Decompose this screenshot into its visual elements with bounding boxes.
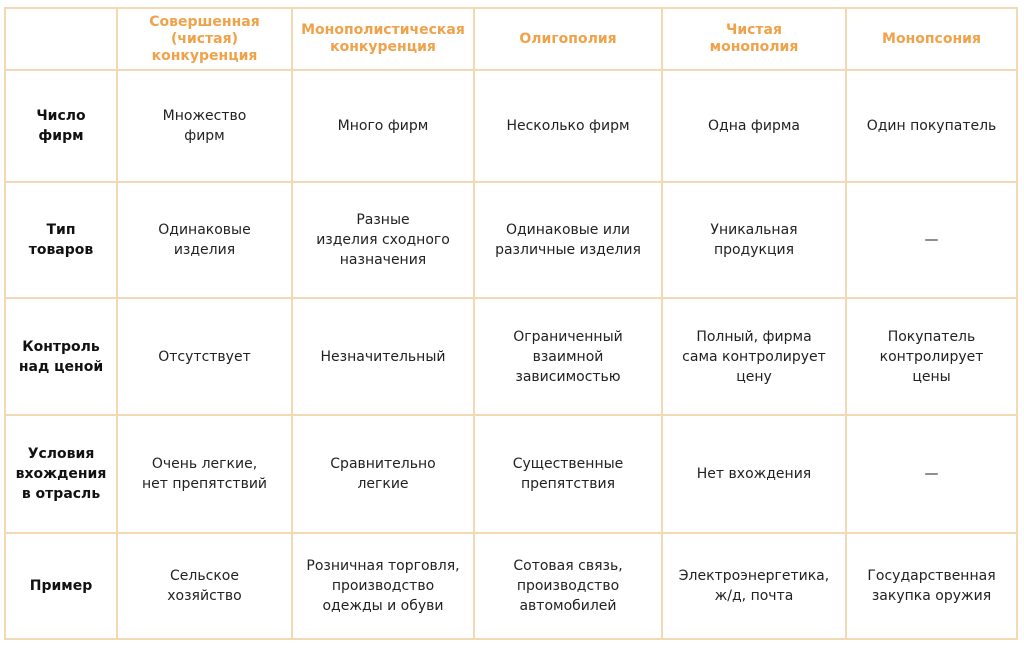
table-cell: — — [846, 415, 1017, 533]
table-cell: Сотовая связь, производство автомобилей — [474, 533, 662, 639]
table-cell: Незначительный — [292, 298, 474, 415]
table-cell: Отсутствует — [117, 298, 292, 415]
row-header: Контроль над ценой — [5, 298, 117, 415]
table-cell: Множество фирм — [117, 70, 292, 182]
table-cell: Разные изделия сходного назначения — [292, 182, 474, 298]
table-cell: Одинаковые или различные изделия — [474, 182, 662, 298]
table-row — [5, 298, 1017, 415]
table-cell: Государственная закупка оружия — [846, 533, 1017, 639]
market-structures-table — [4, 7, 1018, 640]
row-header: Тип товаров — [5, 182, 117, 298]
table-cell: — — [846, 182, 1017, 298]
table-cell: Сельское хозяйство — [117, 533, 292, 639]
table-cell: Ограниченный взаимной зависимостью — [474, 298, 662, 415]
table-cell: Одна фирма — [662, 70, 846, 182]
table-cell: Один покупатель — [846, 70, 1017, 182]
table-cell: Электроэнергетика, ж/д, почта — [662, 533, 846, 639]
column-header: Совершенная (чистая) конкуренция — [117, 8, 292, 70]
table-cell: Розничная торговля, производство одежды и обуви — [292, 533, 474, 639]
column-header: Олигополия — [474, 8, 662, 70]
column-header: Чистая монополия — [662, 8, 846, 70]
table-cell: Несколько фирм — [474, 70, 662, 182]
row-header: Число фирм — [5, 70, 117, 182]
table-cell: Существенные препятствия — [474, 415, 662, 533]
table-cell: Много фирм — [292, 70, 474, 182]
row-header: Условия вхождения в отрасль — [5, 415, 117, 533]
table-row — [5, 182, 1017, 298]
table-cell: Нет вхождения — [662, 415, 846, 533]
table-cell: Покупатель контролирует цены — [846, 298, 1017, 415]
table-row — [5, 415, 1017, 533]
table-cell: Уникальная продукция — [662, 182, 846, 298]
column-header: Монополистическая конкуренция — [292, 8, 474, 70]
table-row — [5, 533, 1017, 639]
row-header: Пример — [5, 533, 117, 639]
table-cell: Очень легкие, нет препятствий — [117, 415, 292, 533]
table-header-row — [5, 8, 1017, 70]
column-header: Монопсония — [846, 8, 1017, 70]
table-cell: Сравнительно легкие — [292, 415, 474, 533]
table-cell: Полный, фирма сама контролирует цену — [662, 298, 846, 415]
table-row — [5, 70, 1017, 182]
corner-cell — [5, 8, 117, 70]
table-cell: Одинаковые изделия — [117, 182, 292, 298]
